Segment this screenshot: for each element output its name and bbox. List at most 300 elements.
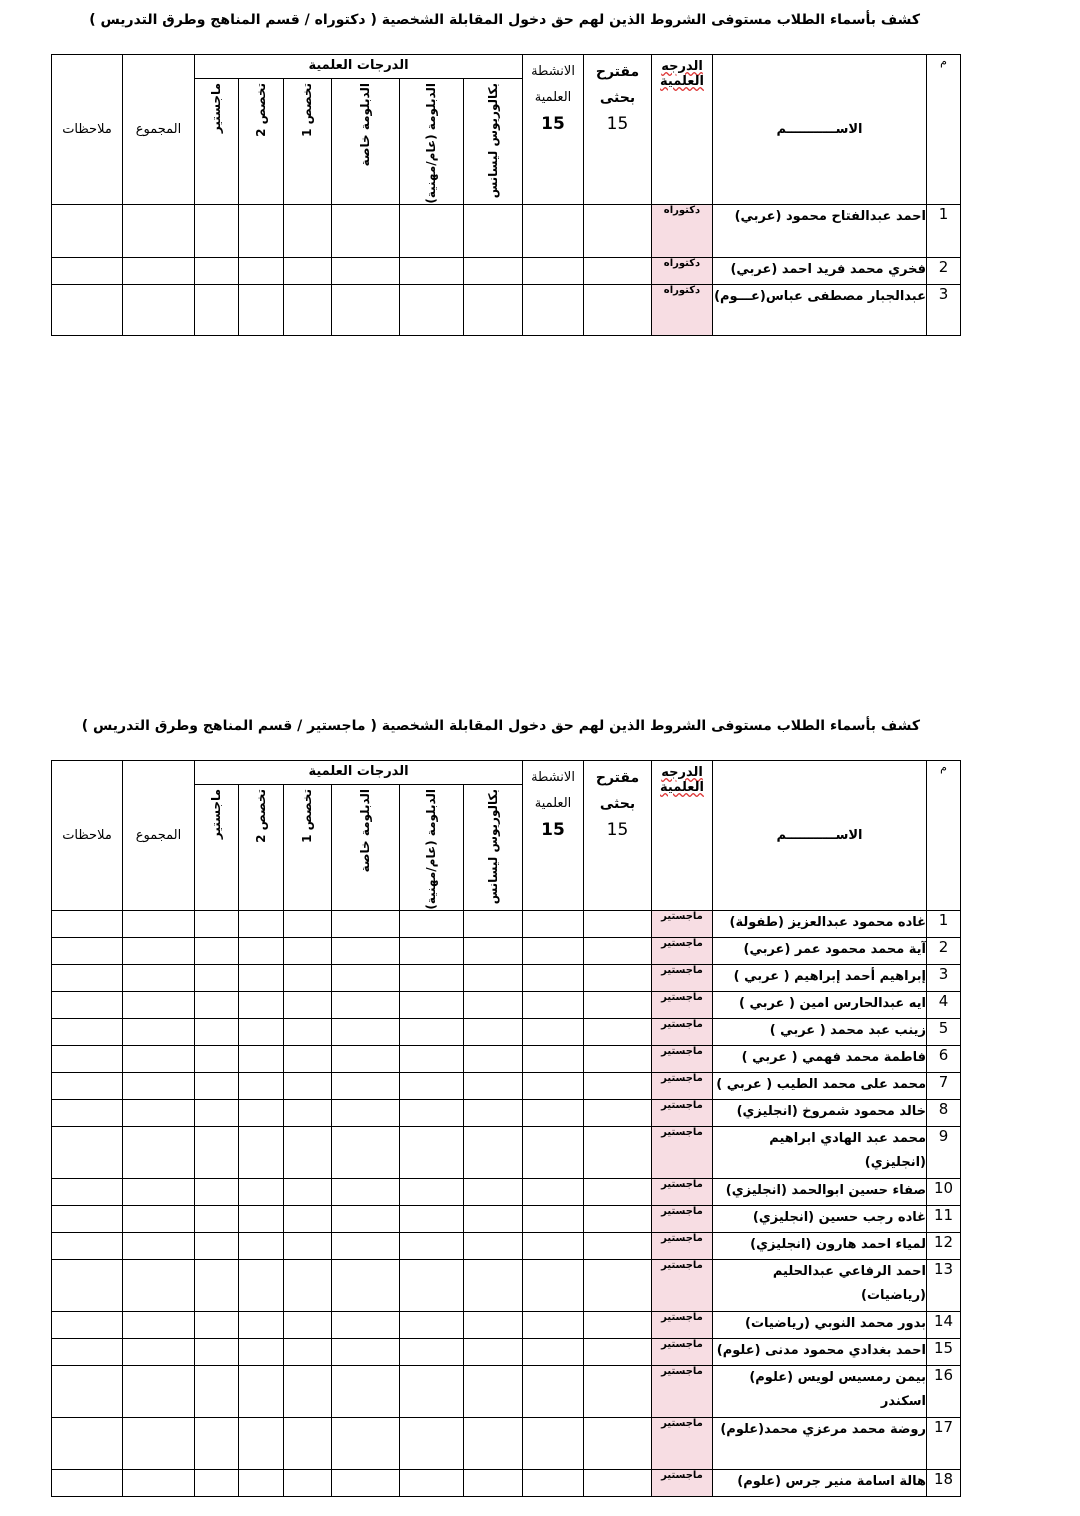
score-cell[interactable] (239, 964, 284, 991)
score-cell[interactable] (400, 1072, 464, 1099)
student-degree: ماجستير (652, 1259, 713, 1311)
score-cell[interactable] (284, 1365, 332, 1417)
student-name: صفاء حسين ابوالحمد (انجليزي) (713, 1178, 927, 1205)
score-cell[interactable] (464, 991, 523, 1018)
student-degree: ماجستير (652, 1417, 713, 1469)
score-cell[interactable] (464, 910, 523, 937)
student-degree: ماجستير (652, 910, 713, 937)
score-cell[interactable] (195, 1259, 239, 1311)
student-degree: دكتوراه (652, 257, 713, 284)
student-name: إبراهيم أحمد إبراهيم ( عربي ) (713, 964, 927, 991)
table-row (52, 964, 961, 991)
score-cell[interactable] (123, 964, 195, 991)
score-cell[interactable] (400, 1365, 464, 1417)
score-cell[interactable] (584, 257, 652, 284)
score-cell[interactable] (332, 257, 400, 284)
score-cell[interactable] (239, 1232, 284, 1259)
score-cell[interactable] (195, 1126, 239, 1178)
score-cell[interactable] (123, 1338, 195, 1365)
score-cell[interactable] (52, 1469, 123, 1496)
score-cell[interactable] (584, 284, 652, 335)
score-cell[interactable] (400, 964, 464, 991)
score-cell[interactable] (239, 204, 284, 257)
score-cell[interactable] (284, 204, 332, 257)
score-cell[interactable] (400, 1126, 464, 1178)
score-cell[interactable] (523, 1338, 584, 1365)
table-row (52, 1205, 961, 1232)
score-cell[interactable] (464, 1469, 523, 1496)
col-activities: الانشطة العلمية 15 (523, 761, 584, 911)
col-diploma-special: الدبلومة خاصة (332, 785, 400, 911)
table-row (52, 1338, 961, 1365)
student-name: غاده محمود عبدالعزيز (طفولة) (713, 910, 927, 937)
score-cell[interactable] (123, 1126, 195, 1178)
score-cell[interactable] (464, 204, 523, 257)
score-cell[interactable] (123, 1365, 195, 1417)
score-cell[interactable] (284, 284, 332, 335)
row-number: 17 (927, 1417, 961, 1469)
score-cell[interactable] (123, 1232, 195, 1259)
student-degree: ماجستير (652, 937, 713, 964)
score-cell[interactable] (332, 1232, 400, 1259)
score-cell[interactable] (239, 910, 284, 937)
score-cell[interactable] (332, 991, 400, 1018)
score-cell[interactable] (464, 937, 523, 964)
score-cell[interactable] (523, 1045, 584, 1072)
row-number: 9 (927, 1126, 961, 1178)
row-number: 1 (927, 910, 961, 937)
student-degree: ماجستير (652, 1311, 713, 1338)
score-cell[interactable] (523, 1205, 584, 1232)
col-degrees-group: الدرجات العلمية (195, 761, 523, 785)
col-diploma-general: الدبلومة (عام/مهنية) (400, 79, 464, 205)
score-cell[interactable] (523, 1365, 584, 1417)
student-name: عبدالجبار مصطفى عباس(عـــوم) (713, 284, 927, 335)
score-cell[interactable] (239, 1178, 284, 1205)
score-cell[interactable] (584, 1311, 652, 1338)
col-spec2: تخصص 2 (239, 785, 284, 911)
score-cell[interactable] (195, 991, 239, 1018)
student-degree: ماجستير (652, 1365, 713, 1417)
student-name: احمد بغدادي محمود مدنى (علوم) (713, 1338, 927, 1365)
score-cell[interactable] (239, 937, 284, 964)
col-total: المجموع (123, 761, 195, 911)
score-cell[interactable] (284, 1126, 332, 1178)
student-name: محمد عبد الهادي ابراهيم (انجليزي) (713, 1126, 927, 1178)
student-degree: ماجستير (652, 1045, 713, 1072)
score-cell[interactable] (195, 1045, 239, 1072)
score-cell[interactable] (284, 991, 332, 1018)
score-cell[interactable] (284, 937, 332, 964)
student-degree: ماجستير (652, 1126, 713, 1178)
student-degree: ماجستير (652, 1338, 713, 1365)
score-cell[interactable] (284, 1469, 332, 1496)
score-cell[interactable] (52, 910, 123, 937)
score-cell[interactable] (195, 1338, 239, 1365)
row-number: 6 (927, 1045, 961, 1072)
score-cell[interactable] (195, 964, 239, 991)
score-cell[interactable] (332, 1259, 400, 1311)
score-cell[interactable] (195, 1469, 239, 1496)
col-total: المجموع (123, 55, 195, 205)
score-cell[interactable] (52, 204, 123, 257)
score-cell[interactable] (400, 284, 464, 335)
score-cell[interactable] (52, 1417, 123, 1469)
col-m: م (927, 55, 961, 205)
score-cell[interactable] (52, 991, 123, 1018)
score-cell[interactable] (584, 1045, 652, 1072)
score-cell[interactable] (400, 1338, 464, 1365)
col-spec2: تخصص 2 (239, 79, 284, 205)
score-cell[interactable] (52, 1099, 123, 1126)
score-cell[interactable] (400, 1045, 464, 1072)
score-cell[interactable] (239, 1205, 284, 1232)
student-degree: ماجستير (652, 1469, 713, 1496)
score-cell[interactable] (284, 910, 332, 937)
score-cell[interactable] (400, 1417, 464, 1469)
score-cell[interactable] (523, 1311, 584, 1338)
score-cell[interactable] (464, 284, 523, 335)
student-name: بدور محمد النوبي (رياضيات) (713, 1311, 927, 1338)
table-row (52, 1126, 961, 1178)
score-cell[interactable] (332, 1018, 400, 1045)
student-degree: دكتوراه (652, 204, 713, 257)
score-cell[interactable] (284, 1018, 332, 1045)
score-cell[interactable] (464, 1018, 523, 1045)
student-name: آية محمد محمود عمر (عربي) (713, 937, 927, 964)
score-cell[interactable] (123, 257, 195, 284)
score-cell[interactable] (52, 1072, 123, 1099)
score-cell[interactable] (400, 1311, 464, 1338)
student-degree: ماجستير (652, 1018, 713, 1045)
score-cell[interactable] (332, 204, 400, 257)
score-cell[interactable] (52, 1045, 123, 1072)
student-name: احمد عبدالفتاح محمود (عربي) (713, 204, 927, 257)
score-cell[interactable] (332, 1417, 400, 1469)
col-notes: ملاحظات (52, 55, 123, 205)
score-cell[interactable] (52, 1205, 123, 1232)
score-cell[interactable] (332, 1045, 400, 1072)
score-cell[interactable] (239, 1099, 284, 1126)
score-cell[interactable] (584, 1469, 652, 1496)
score-cell[interactable] (195, 257, 239, 284)
score-cell[interactable] (52, 1311, 123, 1338)
score-cell[interactable] (195, 1232, 239, 1259)
score-cell[interactable] (464, 1259, 523, 1311)
table-row (52, 1417, 961, 1469)
score-cell[interactable] (284, 1338, 332, 1365)
sheet1-table (51, 54, 961, 336)
score-cell[interactable] (239, 1417, 284, 1469)
score-cell[interactable] (284, 1311, 332, 1338)
score-cell[interactable] (195, 1311, 239, 1338)
sheet2-title: كشف بأسماء الطلاب مستوفى الشروط الذين لهم حق دخول المقابلة الشخصية ( ماجستير / قسم المناهج وطرق التدريس ) (81, 718, 920, 734)
score-cell[interactable] (195, 1018, 239, 1045)
score-cell[interactable] (332, 1099, 400, 1126)
col-research: مقترح بحثى 15 (584, 55, 652, 205)
score-cell[interactable] (584, 937, 652, 964)
row-number: 15 (927, 1338, 961, 1365)
score-cell[interactable] (239, 991, 284, 1018)
score-cell[interactable] (523, 1232, 584, 1259)
score-cell[interactable] (523, 991, 584, 1018)
score-cell[interactable] (52, 257, 123, 284)
score-cell[interactable] (195, 204, 239, 257)
col-name: الاســـــــــــم (713, 55, 927, 205)
score-cell[interactable] (123, 1072, 195, 1099)
student-name: فخري محمد فريد احمد (عربي) (713, 257, 927, 284)
score-cell[interactable] (400, 1099, 464, 1126)
row-number: 12 (927, 1232, 961, 1259)
score-cell[interactable] (284, 1072, 332, 1099)
score-cell[interactable] (123, 991, 195, 1018)
row-number: 14 (927, 1311, 961, 1338)
score-cell[interactable] (332, 937, 400, 964)
score-cell[interactable] (464, 1232, 523, 1259)
score-cell[interactable] (239, 1018, 284, 1045)
score-cell[interactable] (523, 1417, 584, 1469)
score-cell[interactable] (52, 1018, 123, 1045)
score-cell[interactable] (123, 1045, 195, 1072)
score-cell[interactable] (523, 204, 584, 257)
score-cell[interactable] (123, 1417, 195, 1469)
score-cell[interactable] (284, 1099, 332, 1126)
row-number: 7 (927, 1072, 961, 1099)
student-name: هالة اسامة منير جرس (علوم) (713, 1469, 927, 1496)
score-cell[interactable] (464, 1178, 523, 1205)
score-cell[interactable] (332, 284, 400, 335)
score-cell[interactable] (52, 1338, 123, 1365)
score-cell[interactable] (332, 964, 400, 991)
row-number: 10 (927, 1178, 961, 1205)
student-degree: ماجستير (652, 964, 713, 991)
score-cell[interactable] (239, 257, 284, 284)
score-cell[interactable] (332, 1126, 400, 1178)
score-cell[interactable] (239, 1338, 284, 1365)
score-cell[interactable] (123, 204, 195, 257)
row-number: 4 (927, 991, 961, 1018)
student-degree: ماجستير (652, 991, 713, 1018)
score-cell[interactable] (584, 1232, 652, 1259)
score-cell[interactable] (400, 1469, 464, 1496)
score-cell[interactable] (195, 937, 239, 964)
score-cell[interactable] (464, 1417, 523, 1469)
score-cell[interactable] (400, 204, 464, 257)
score-cell[interactable] (332, 1178, 400, 1205)
score-cell[interactable] (464, 257, 523, 284)
score-cell[interactable] (523, 1178, 584, 1205)
score-cell[interactable] (123, 1018, 195, 1045)
score-cell[interactable] (52, 937, 123, 964)
score-cell[interactable] (464, 1338, 523, 1365)
score-cell[interactable] (584, 1417, 652, 1469)
score-cell[interactable] (284, 1205, 332, 1232)
score-cell[interactable] (400, 991, 464, 1018)
score-cell[interactable] (239, 1469, 284, 1496)
score-cell[interactable] (523, 1099, 584, 1126)
score-cell[interactable] (584, 1072, 652, 1099)
score-cell[interactable] (332, 910, 400, 937)
score-cell[interactable] (123, 1178, 195, 1205)
sheet1-title: كشف بأسماء الطلاب مستوفى الشروط الذين لهم حق دخول المقابلة الشخصية ( دكتوراه / قسم المناهج وطرق التدريس ) (89, 12, 920, 28)
score-cell[interactable] (284, 1232, 332, 1259)
score-cell[interactable] (464, 1365, 523, 1417)
col-degree: الدرجه العلمية (652, 55, 713, 205)
score-cell[interactable] (52, 964, 123, 991)
table-row (52, 1072, 961, 1099)
score-cell[interactable] (52, 1232, 123, 1259)
score-cell[interactable] (464, 1126, 523, 1178)
score-cell[interactable] (195, 1417, 239, 1469)
score-cell[interactable] (400, 257, 464, 284)
score-cell[interactable] (239, 1072, 284, 1099)
score-cell[interactable] (523, 1259, 584, 1311)
score-cell[interactable] (195, 1178, 239, 1205)
row-number: 3 (927, 284, 961, 335)
student-name: فاطمة محمد فهمي ( عربي ) (713, 1045, 927, 1072)
col-notes: ملاحظات (52, 761, 123, 911)
score-cell[interactable] (464, 1072, 523, 1099)
table-row (52, 1099, 961, 1126)
student-degree: ماجستير (652, 1099, 713, 1126)
row-number: 13 (927, 1259, 961, 1311)
score-cell[interactable] (464, 1311, 523, 1338)
score-cell[interactable] (464, 1045, 523, 1072)
score-cell[interactable] (195, 910, 239, 937)
score-cell[interactable] (239, 1311, 284, 1338)
col-spec1: تخصص 1 (284, 785, 332, 911)
score-cell[interactable] (195, 1099, 239, 1126)
score-cell[interactable] (584, 991, 652, 1018)
table-row (52, 1178, 961, 1205)
score-cell[interactable] (584, 1365, 652, 1417)
score-cell[interactable] (284, 1178, 332, 1205)
student-degree: ماجستير (652, 1178, 713, 1205)
col-activities: الانشطة العلمية 15 (523, 55, 584, 205)
score-cell[interactable] (284, 1259, 332, 1311)
score-cell[interactable] (523, 1072, 584, 1099)
score-cell[interactable] (332, 1205, 400, 1232)
score-cell[interactable] (284, 964, 332, 991)
score-cell[interactable] (523, 1126, 584, 1178)
row-number: 1 (927, 204, 961, 257)
row-number: 11 (927, 1205, 961, 1232)
score-cell[interactable] (400, 1178, 464, 1205)
score-cell[interactable] (284, 1045, 332, 1072)
score-cell[interactable] (123, 910, 195, 937)
score-cell[interactable] (123, 284, 195, 335)
score-cell[interactable] (332, 1469, 400, 1496)
score-cell[interactable] (523, 910, 584, 937)
score-cell[interactable] (584, 964, 652, 991)
score-cell[interactable] (52, 1178, 123, 1205)
score-cell[interactable] (464, 1099, 523, 1126)
score-cell[interactable] (123, 1469, 195, 1496)
score-cell[interactable] (52, 1126, 123, 1178)
score-cell[interactable] (584, 1205, 652, 1232)
score-cell[interactable] (464, 964, 523, 991)
score-cell[interactable] (584, 1126, 652, 1178)
score-cell[interactable] (523, 1469, 584, 1496)
score-cell[interactable] (523, 1018, 584, 1045)
score-cell[interactable] (400, 910, 464, 937)
score-cell[interactable] (400, 1259, 464, 1311)
student-name: روضة محمد مرعزي محمد(علوم) (713, 1417, 927, 1469)
score-cell[interactable] (332, 1311, 400, 1338)
score-cell[interactable] (239, 284, 284, 335)
score-cell[interactable] (239, 1259, 284, 1311)
col-masters: ماجستير (195, 79, 239, 205)
score-cell[interactable] (584, 910, 652, 937)
score-cell[interactable] (52, 1365, 123, 1417)
row-number: 5 (927, 1018, 961, 1045)
score-cell[interactable] (332, 1072, 400, 1099)
score-cell[interactable] (400, 1018, 464, 1045)
score-cell[interactable] (195, 1365, 239, 1417)
score-cell[interactable] (239, 1365, 284, 1417)
score-cell[interactable] (584, 204, 652, 257)
score-cell[interactable] (400, 937, 464, 964)
score-cell[interactable] (584, 1099, 652, 1126)
score-cell[interactable] (123, 1311, 195, 1338)
score-cell[interactable] (195, 1205, 239, 1232)
row-number: 2 (927, 257, 961, 284)
score-cell[interactable] (52, 284, 123, 335)
score-cell[interactable] (123, 1099, 195, 1126)
score-cell[interactable] (400, 1232, 464, 1259)
score-cell[interactable] (584, 1338, 652, 1365)
score-cell[interactable] (584, 1018, 652, 1045)
score-cell[interactable] (195, 284, 239, 335)
table-row (52, 1365, 961, 1417)
student-degree: ماجستير (652, 1072, 713, 1099)
score-cell[interactable] (123, 1205, 195, 1232)
table-row (52, 991, 961, 1018)
score-cell[interactable] (523, 284, 584, 335)
score-cell[interactable] (332, 1365, 400, 1417)
table-row (52, 1469, 961, 1496)
table-row (52, 1018, 961, 1045)
score-cell[interactable] (464, 1205, 523, 1232)
score-cell[interactable] (523, 257, 584, 284)
table-row (52, 910, 961, 937)
col-m: م (927, 761, 961, 911)
score-cell[interactable] (123, 937, 195, 964)
student-name: خالد محمود شمروخ (انجليزي) (713, 1099, 927, 1126)
table-row (52, 1259, 961, 1311)
score-cell[interactable] (123, 1259, 195, 1311)
score-cell[interactable] (523, 937, 584, 964)
student-name: غاده رجب حسين (انجليزي) (713, 1205, 927, 1232)
score-cell[interactable] (284, 1417, 332, 1469)
score-cell[interactable] (52, 1259, 123, 1311)
score-cell[interactable] (284, 257, 332, 284)
col-bachelor: بكالوريوس ليسانس (464, 785, 523, 911)
score-cell[interactable] (239, 1126, 284, 1178)
score-cell[interactable] (195, 1072, 239, 1099)
score-cell[interactable] (332, 1338, 400, 1365)
score-cell[interactable] (523, 964, 584, 991)
score-cell[interactable] (400, 1205, 464, 1232)
student-name: احمد الرفاعي عبدالحليم (رياضيات) (713, 1259, 927, 1311)
score-cell[interactable] (239, 1045, 284, 1072)
score-cell[interactable] (584, 1178, 652, 1205)
row-number: 16 (927, 1365, 961, 1417)
student-name: لمياء احمد هارون (انجليزي) (713, 1232, 927, 1259)
col-masters: ماجستير (195, 785, 239, 911)
score-cell[interactable] (584, 1259, 652, 1311)
table-row (52, 257, 961, 284)
